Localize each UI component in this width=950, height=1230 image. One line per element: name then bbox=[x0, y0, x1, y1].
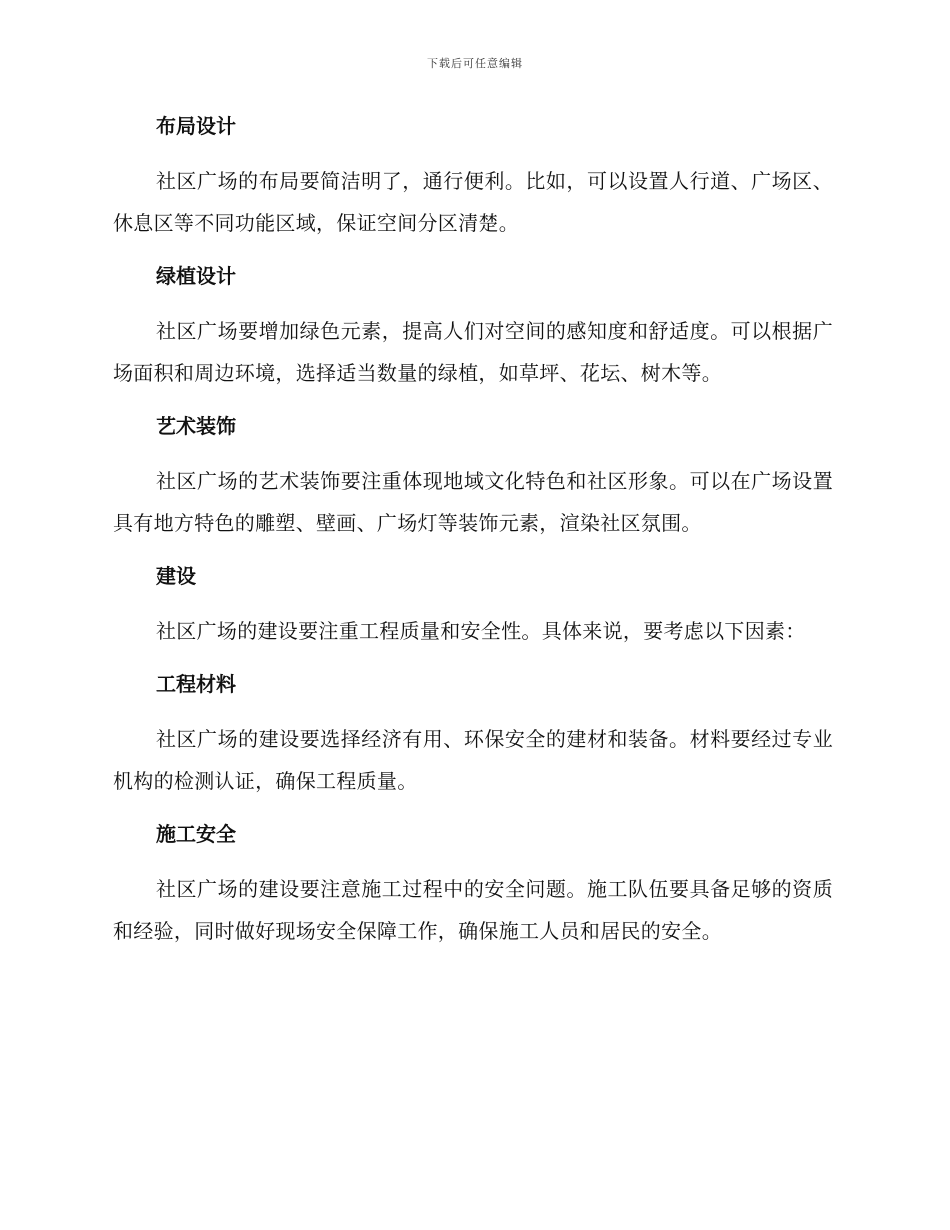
page-header-note: 下载后可任意编辑 bbox=[427, 57, 523, 70]
section-paragraph-art-decoration: 社区广场的艺术装饰要注重体现地域文化特色和社区形象。可以在广场设置具有地方特色的雕塑、壁画、广场灯等装饰元素，渲染社区氛围。 bbox=[113, 469, 833, 535]
section-heading-greenery: 绿植设计 bbox=[156, 264, 236, 288]
section-paragraph-greenery: 社区广场要增加绿色元素，提高人们对空间的感知度和舒适度。可以根据广场面积和周边环境，选择适当数量的绿植，如草坪、花坛、树木等。 bbox=[113, 319, 833, 385]
section-heading-construction-safety: 施工安全 bbox=[156, 822, 236, 846]
section-heading-materials: 工程材料 bbox=[156, 672, 236, 696]
section-paragraph-layout: 社区广场的布局要简洁明了，通行便利。比如，可以设置人行道、广场区、休息区等不同功能区域，保证空间分区清楚。 bbox=[113, 169, 833, 235]
section-heading-construction: 建设 bbox=[156, 564, 196, 588]
section-heading-layout: 布局设计 bbox=[156, 114, 236, 138]
section-paragraph-construction: 社区广场的建设要注重工程质量和安全性。具体来说，要考虑以下因素： bbox=[156, 619, 806, 643]
section-paragraph-construction-safety: 社区广场的建设要注意施工过程中的安全问题。施工队伍要具备足够的资质和经验，同时做好现场安全保障工作，确保施工人员和居民的安全。 bbox=[113, 877, 833, 943]
section-heading-art-decoration: 艺术装饰 bbox=[156, 414, 236, 438]
section-paragraph-materials: 社区广场的建设要选择经济有用、环保安全的建材和装备。材料要经过专业机构的检测认证，确保工程质量。 bbox=[113, 727, 833, 793]
document-body bbox=[113, 108, 833, 966]
